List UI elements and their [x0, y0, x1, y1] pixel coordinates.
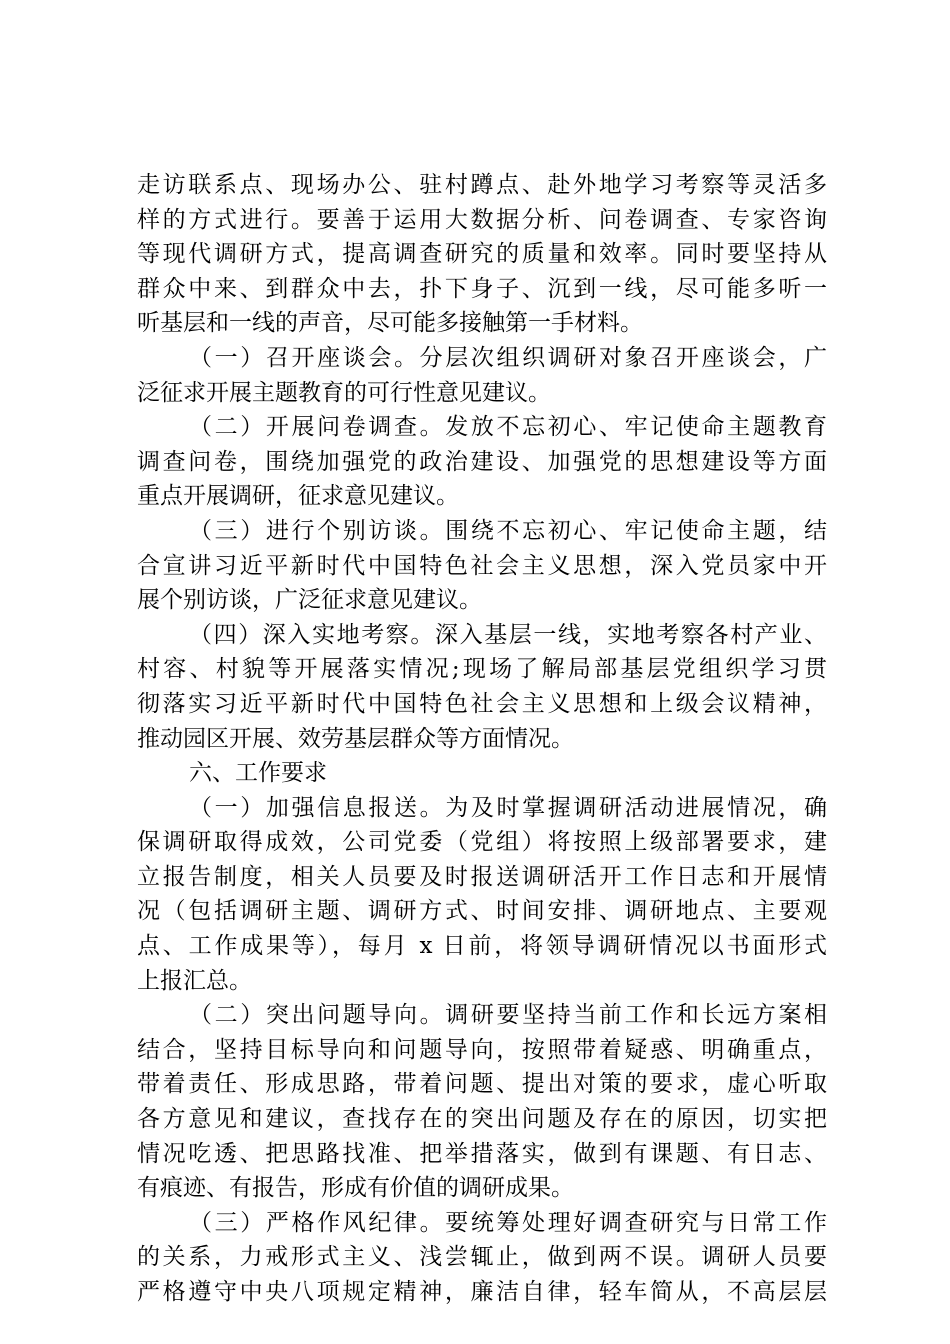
text-line: （三）进行个别访谈。围绕不忘初心、牢记使命主题，结 — [189, 517, 827, 544]
paragraph-method-3 — [137, 514, 827, 618]
text-line: 群众中来、到群众中去，扑下身子、沉到一线，尽可能多听一 — [137, 275, 827, 302]
text-line: 样的方式进行。要善于运用大数据分析、问卷调查、专家咨询 — [137, 206, 827, 233]
text-line: 听基层和一线的声音，尽可能多接触第一手材料。 — [137, 310, 643, 337]
text-line: （四）深入实地考察。深入基层一线，实地考察各村产业、 — [189, 621, 827, 648]
section-heading — [137, 756, 827, 791]
text-line: 村容、村貌等开展落实情况;现场了解局部基层党组织学习贯 — [137, 656, 827, 683]
section-title: 六、工作要求 — [189, 760, 327, 787]
text-line: 重点开展调研，征求意见建议。 — [137, 483, 459, 510]
text-line: 展个别访谈，广泛征求意见建议。 — [137, 587, 482, 614]
document-body — [137, 168, 827, 1310]
text-line: 等现代调研方式，提高调查研究的质量和效率。同时要坚持从 — [137, 241, 827, 268]
text-line: （二）突出问题导向。调研要坚持当前工作和长远方案相 — [189, 1002, 827, 1029]
paragraph-requirement-1 — [137, 791, 827, 999]
text-line: （二）开展问卷调查。发放不忘初心、牢记使命主题教育 — [189, 414, 827, 441]
text-line: 调查问卷，围绕加强党的政治建设、加强党的思想建设等方面 — [137, 448, 827, 475]
paragraph-requirement-2 — [137, 998, 827, 1206]
text-line: 情况吃透、把思路找准、把举措落实，做到有课题、有日志、 — [137, 1140, 827, 1167]
text-line: 彻落实习近平新时代中国特色社会主义思想和上级会议精神， — [137, 690, 827, 717]
text-line: 严格遵守中央八项规定精神，廉洁自律，轻车简从，不高层层 — [137, 1279, 827, 1305]
paragraph-method-1 — [137, 341, 827, 410]
paragraph-method-2 — [137, 410, 827, 514]
text-line: 保调研取得成效，公司党委（党组）将按照上级部署要求，建 — [137, 829, 827, 856]
text-line: 上报汇总。 — [137, 967, 252, 994]
text-line: （三）严格作风纪律。要统筹处理好调查研究与日常工作 — [189, 1209, 827, 1236]
text-line: 况（包括调研主题、调研方式、时间安排、调研地点、主要观 — [137, 898, 827, 925]
text-line: 立报告制度，相关人员要及时报送调研活开工作日志和开展情 — [137, 863, 827, 890]
text-line: 的关系，力戒形式主义、浅尝辄止，做到两不误。调研人员要 — [137, 1244, 827, 1271]
text-line: 有痕迹、有报告，形成有价值的调研成果。 — [137, 1175, 574, 1202]
paragraph-method-4 — [137, 618, 827, 756]
text-line: 结合，坚持目标导向和问题导向，按照带着疑惑、明确重点， — [137, 1036, 827, 1063]
text-line: 带着责任、形成思路，带着问题、提出对策的要求，虚心听取 — [137, 1071, 827, 1098]
text-line: 合宣讲习近平新时代中国特色社会主义思想，深入党员家中开 — [137, 552, 827, 579]
text-line: 各方意见和建议，查找存在的突出问题及存在的原因，切实把 — [137, 1106, 827, 1133]
text-line: 泛征求开展主题教育的可行性意见建议。 — [137, 379, 551, 406]
paragraph-requirement-3 — [137, 1206, 827, 1310]
text-line: （一）召开座谈会。分层次组织调研对象召开座谈会，广 — [189, 344, 827, 371]
text-line: 推动园区开展、效劳基层群众等方面情况。 — [137, 725, 574, 752]
text-line: 走访联系点、现场办公、驻村蹲点、赴外地学习考察等灵活多 — [137, 172, 827, 198]
paragraph-intro — [137, 168, 827, 341]
text-line: （一）加强信息报送。为及时掌握调研活动进展情况，确 — [189, 794, 827, 821]
text-line: 点、工作成果等），每月 x 日前，将领导调研情况以书面形式 — [137, 933, 827, 960]
